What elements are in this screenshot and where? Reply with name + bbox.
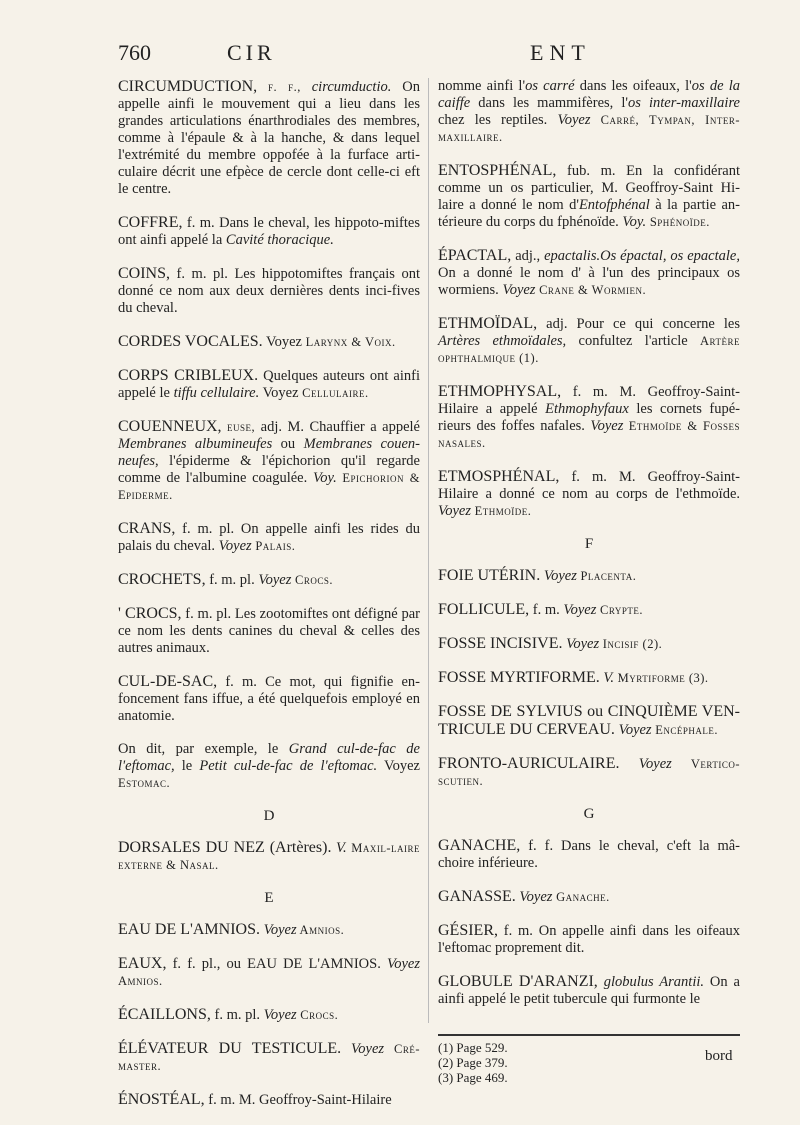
entry-headword: GANASSE. xyxy=(438,888,516,905)
entry-text: Quelques auteurs ont ainfi appelé le xyxy=(118,368,420,401)
dictionary-entry xyxy=(118,265,420,317)
entry-cross-reference: Larynx & Voix. xyxy=(305,335,396,349)
entry-headword: FOIE UTÉRIN. xyxy=(438,567,541,584)
entry-text: On a donné le nom d' xyxy=(438,265,581,281)
entry-text: à la partie an-térieure du corps du fphénoïde. xyxy=(438,197,741,230)
entry-voyez: Voy. xyxy=(312,470,337,486)
entry-text: dans les oifeaux, l' xyxy=(574,78,692,94)
entry-voyez: Voyez xyxy=(262,334,306,350)
entry-text: Voyez xyxy=(377,758,420,774)
entry-voyez: Voyez xyxy=(590,418,624,434)
page-number: 760 xyxy=(118,40,151,65)
entry-headword: GÉSIER, xyxy=(438,922,498,939)
dictionary-entry xyxy=(438,669,740,687)
entry-headword: ENTOSPHÉNAL, xyxy=(438,162,557,179)
entry-headword: ETMOSPHÉNAL, xyxy=(438,468,560,485)
entry-text: f. m. Dans le cheval, les hippoto-miftes ont ainfi appelé la xyxy=(118,215,420,248)
entry-voyez: Voyez xyxy=(540,568,577,584)
entry-text: dans les mammifères, l' xyxy=(470,95,629,111)
entry-text: f. m. Ce mot, qui fignifie en-foncement fans iffue, a été quelquefois employé en anatomie. xyxy=(118,674,420,724)
entry-italic: Entofphénal xyxy=(578,197,650,213)
entry-cross-reference: Cré-master. xyxy=(118,1042,420,1073)
entry-text: f. f. pl., ou EAU DE L'AMNIOS. xyxy=(166,956,387,972)
dictionary-entry xyxy=(118,418,420,504)
dictionary-entry xyxy=(118,214,420,249)
entry-text: f. m. M. Geoffroy-Saint-Hilaire a donné ce nom au corps de l'ethmoïde. xyxy=(438,469,740,502)
dictionary-entry xyxy=(118,1040,420,1075)
dictionary-entry xyxy=(438,703,740,739)
entry-cross-reference: Crocs. xyxy=(291,573,333,587)
entry-text: confultez l'article xyxy=(566,333,700,349)
entry-cross-reference: Encéphale. xyxy=(651,723,718,737)
entry-italic: globulus Arantii. xyxy=(597,974,705,990)
right-column xyxy=(438,78,740,1085)
entry-italic: os de la caiffe xyxy=(438,78,740,111)
entry-voyez: V. xyxy=(599,670,614,686)
entry-cross-reference: Ethmoïde & Fosses nasales. xyxy=(438,419,740,450)
entry-italic: Ethmophyfaux xyxy=(545,401,629,417)
section-letter: G xyxy=(583,806,595,822)
entry-text: f. m. On appelle ainfi dans les oifeaux l'eftomac proprement dit. xyxy=(438,923,740,956)
entry-headword: CUL-DE-SAC, xyxy=(118,673,218,690)
entry-italic: Os épactal, os epactale, xyxy=(600,248,740,264)
dictionary-entry xyxy=(438,837,740,872)
dictionary-entry xyxy=(118,520,420,555)
entry-headword: ÉPACTAL, xyxy=(438,247,512,264)
entry-italic: os inter-maxillaire xyxy=(628,95,740,111)
section-letter: F xyxy=(584,536,594,552)
entry-text: adj. Pour ce qui concerne les xyxy=(537,316,740,332)
entry-headword: CROCHETS, xyxy=(118,571,206,588)
entry-italic: Petit cul-de-fac de l'eftomac. xyxy=(199,758,378,774)
dictionary-entry xyxy=(438,922,740,957)
entry-cross-reference: Placenta. xyxy=(576,569,637,583)
entry-cross-reference: Crocs. xyxy=(296,1008,339,1022)
entry-headword: GANACHE, xyxy=(438,837,521,854)
dictionary-entry xyxy=(438,888,740,906)
entry-cross-reference: Epichorion & Epiderme. xyxy=(118,471,420,502)
dictionary-entry xyxy=(118,955,420,990)
section-letter: E xyxy=(264,890,274,906)
entry-text: f. f. Dans le cheval, c'eft la mâ-choire inférieure. xyxy=(438,838,740,871)
entry-voyez: Voyez xyxy=(557,112,591,128)
entry-text: On a ainfi appelé le petit tubercule qui furmonte le xyxy=(438,974,740,1007)
dictionary-entry xyxy=(438,78,740,146)
entry-grammar: f. f., xyxy=(257,80,312,94)
entry-voyez: Voyez xyxy=(619,756,672,772)
entry-headword: COFFRE, xyxy=(118,214,183,231)
dictionary-entry xyxy=(118,333,420,351)
entry-cross-reference: Incisif (2). xyxy=(599,637,663,651)
dictionary-entry xyxy=(118,921,420,939)
entry-headword: FOSSE MYRTIFORME. xyxy=(438,669,600,686)
dictionary-entry xyxy=(438,383,740,452)
entry-headword: FRONTO-AURICULAIRE. xyxy=(438,755,620,772)
entry-voyez: Voyez xyxy=(218,538,252,554)
entry-voyez: Voyez xyxy=(386,956,420,972)
entry-text: à l'un des principaux os wormiens. xyxy=(438,265,741,298)
entry-text: le xyxy=(174,758,200,774)
entry-cross-reference: Crypte. xyxy=(596,603,643,617)
dictionary-entry xyxy=(438,973,740,1008)
entry-voyez: Voyez xyxy=(515,889,553,905)
catchword: bord xyxy=(705,1048,733,1064)
entry-text: f. m. M. Geoffroy-Saint-Hilaire xyxy=(204,1092,392,1108)
entry-italic: Artères ethmoïdales, xyxy=(438,333,567,349)
entry-headword: CIRCUMDUCTION, xyxy=(118,78,258,95)
dictionary-entry xyxy=(118,78,420,198)
entry-italic: Membranes albumineufes xyxy=(118,436,273,452)
entry-headword: ÉNOSTÉAL, xyxy=(118,1091,205,1108)
entry-cross-reference: Crane & Wormien. xyxy=(535,283,647,297)
entry-text: adj. M. Chauffier a appelé xyxy=(255,419,420,435)
entry-voyez: Voyez xyxy=(614,722,652,738)
entry-cross-reference: Amnios. xyxy=(296,923,345,937)
entry-italic: Grand cul-de-fac de l'eftomac, xyxy=(118,741,420,774)
footnote: (1) Page 529. xyxy=(438,1040,508,1055)
entry-cross-reference: Maxil-laire externe & Nasal. xyxy=(118,841,420,872)
entry-headword: COUENNEUX, xyxy=(118,418,222,435)
entry-text: On appelle ainfi le mouvement qui a lieu dans les grandes articulations énarthrodiales des membres, comme à l'épaule & à la hanche, & dans lequel l'extrémité du membre oppofée à la furface arti-culaire décrit une efpèce de cercle dont celle-ci eft le centre. xyxy=(118,79,420,197)
entry-italic: os carré xyxy=(525,78,575,94)
entry-cross-reference: Myrtiforme (3). xyxy=(614,671,709,685)
entry-grammar: euse, xyxy=(221,420,256,434)
entry-text: f. m. pl. On appelle ainfi les rides du palais du cheval. xyxy=(118,521,420,554)
entry-headword: CORPS CRIBLEUX. xyxy=(118,367,259,384)
entry-text: f. m. pl. xyxy=(210,1007,264,1023)
entry-text: nomme ainfi l' xyxy=(438,78,526,94)
right-running-title: ENT xyxy=(530,40,591,65)
entry-text: f. m. pl. Les hippotomiftes français ont donné ce nom aux deux dernières dents inci-fives du cheval. xyxy=(118,266,420,316)
entry-headword: GLOBULE D'ARANZI, xyxy=(438,973,598,990)
entry-headword: ' CROCS, xyxy=(118,605,182,622)
entry-headword: EAUX, xyxy=(118,955,167,972)
dictionary-entry xyxy=(118,571,420,589)
entry-cross-reference: Ethmoïde. xyxy=(471,504,532,518)
entry-text: f. m. M. Geoffroy-Saint-Hilaire a appelé xyxy=(438,384,740,417)
entry-headword: ETHMOPHYSAL, xyxy=(438,383,562,400)
entry-cross-reference: Ganache. xyxy=(552,890,610,904)
entry-cross-reference: Carré, Tympan, Inter-maxillaire. xyxy=(438,113,740,144)
entry-voyez: Voyez xyxy=(502,282,536,298)
dictionary-entry xyxy=(438,755,740,790)
entry-text: fub. m. En la confidérant comme un os particulier, M. Geoffroy-Saint Hi-laire a donné le nom d' xyxy=(438,163,740,213)
footnote: (3) Page 469. xyxy=(438,1070,508,1085)
dictionary-entry xyxy=(438,315,740,367)
entry-text: chez les reptiles. xyxy=(438,112,558,128)
entry-italic: epactalis. xyxy=(544,248,601,264)
entry-voyez: Voyez xyxy=(258,572,292,588)
dictionary-entry xyxy=(118,1091,420,1109)
footnotes xyxy=(438,1034,740,1085)
entry-voyez: Voyez xyxy=(263,1007,297,1023)
entry-text: On dit, par exemple, le xyxy=(118,741,289,757)
entry-headword: CORDES VOCALES. xyxy=(118,333,263,350)
entry-headword: ÉCAILLONS, xyxy=(118,1006,211,1023)
dictionary-entry xyxy=(438,635,740,653)
section-letter: D xyxy=(263,808,275,824)
entry-cross-reference: Artère ophthalmique (1). xyxy=(438,334,740,365)
entry-text: , l'épiderme & l'épichorion qu'il regarde comme de l'albumine coagulée. xyxy=(118,453,420,486)
entry-headword: EAU DE L'AMNIOS. xyxy=(118,921,260,938)
dictionary-entry xyxy=(438,601,740,619)
entry-headword: FOSSE INCISIVE. xyxy=(438,635,563,652)
entry-text: f. m. pl. xyxy=(205,572,259,588)
entry-voyez: V. xyxy=(331,840,347,856)
entry-voyez: Voyez xyxy=(259,922,297,938)
dictionary-entry xyxy=(438,468,740,520)
entry-cross-reference: Estomac. xyxy=(118,776,171,790)
dictionary-entry xyxy=(118,605,420,657)
entry-headword: ÉLÉVATEUR DU TESTICULE. xyxy=(118,1040,342,1057)
entry-cross-reference: Amnios. xyxy=(118,974,163,988)
entry-voyez: Voyez xyxy=(563,602,597,618)
dictionary-entry xyxy=(438,162,740,231)
dictionary-entry xyxy=(118,367,420,402)
dictionary-entry xyxy=(438,247,740,299)
entry-text: f. m. xyxy=(529,602,564,618)
dictionary-entry xyxy=(118,1006,420,1024)
column-divider xyxy=(428,78,429,1023)
entry-text: ou xyxy=(272,436,304,452)
entry-italic: Cavité thoracique. xyxy=(225,232,334,248)
entry-headword: CRANS, xyxy=(118,520,176,537)
entry-voyez: Voyez xyxy=(438,503,472,519)
entry-text: adj., xyxy=(511,248,545,264)
entry-latin: circumductio. xyxy=(311,79,392,95)
dictionary-entry xyxy=(118,673,420,725)
entry-voyez: Voy. xyxy=(622,214,647,230)
footnote: (2) Page 379. xyxy=(438,1055,508,1070)
entry-cross-reference: Cellulaire. xyxy=(302,386,369,400)
dictionary-entry xyxy=(438,567,740,585)
entry-text: les cornets fupé-rieurs des foffes nafales. xyxy=(438,401,740,434)
entry-voyez: Voyez xyxy=(562,636,600,652)
left-running-title: CIR xyxy=(227,40,276,65)
entry-italic: tiffu cellulaire. xyxy=(173,385,260,401)
left-column xyxy=(118,78,420,1125)
running-header xyxy=(0,40,800,70)
entry-italic: Membranes couen-neufes xyxy=(118,436,420,469)
entry-cross-reference: Sphénoïde. xyxy=(646,215,710,229)
entry-cross-reference: Palais. xyxy=(251,539,296,553)
entry-text: Voyez xyxy=(259,385,303,401)
entry-headword: ETHMOÏDAL, xyxy=(438,315,538,332)
dictionary-entry xyxy=(118,741,420,792)
entry-headword: COINS, xyxy=(118,265,171,282)
entry-text: f. m. pl. Les zootomiftes ont défigné par ce nom les dents canines du cheval & celles des autres animaux. xyxy=(118,606,420,656)
entry-voyez: Voyez xyxy=(341,1041,385,1057)
dictionary-entry xyxy=(118,839,420,874)
entry-cross-reference: Vertico-scutien. xyxy=(438,757,741,788)
entry-headword: FOLLICULE, xyxy=(438,601,530,618)
entry-headword: DORSALES DU NEZ (Artères). xyxy=(118,839,332,856)
entry-headword: FOSSE DE SYLVIUS ou CINQUIÈME VEN-TRICULE DU CERVEAU. xyxy=(438,703,740,738)
